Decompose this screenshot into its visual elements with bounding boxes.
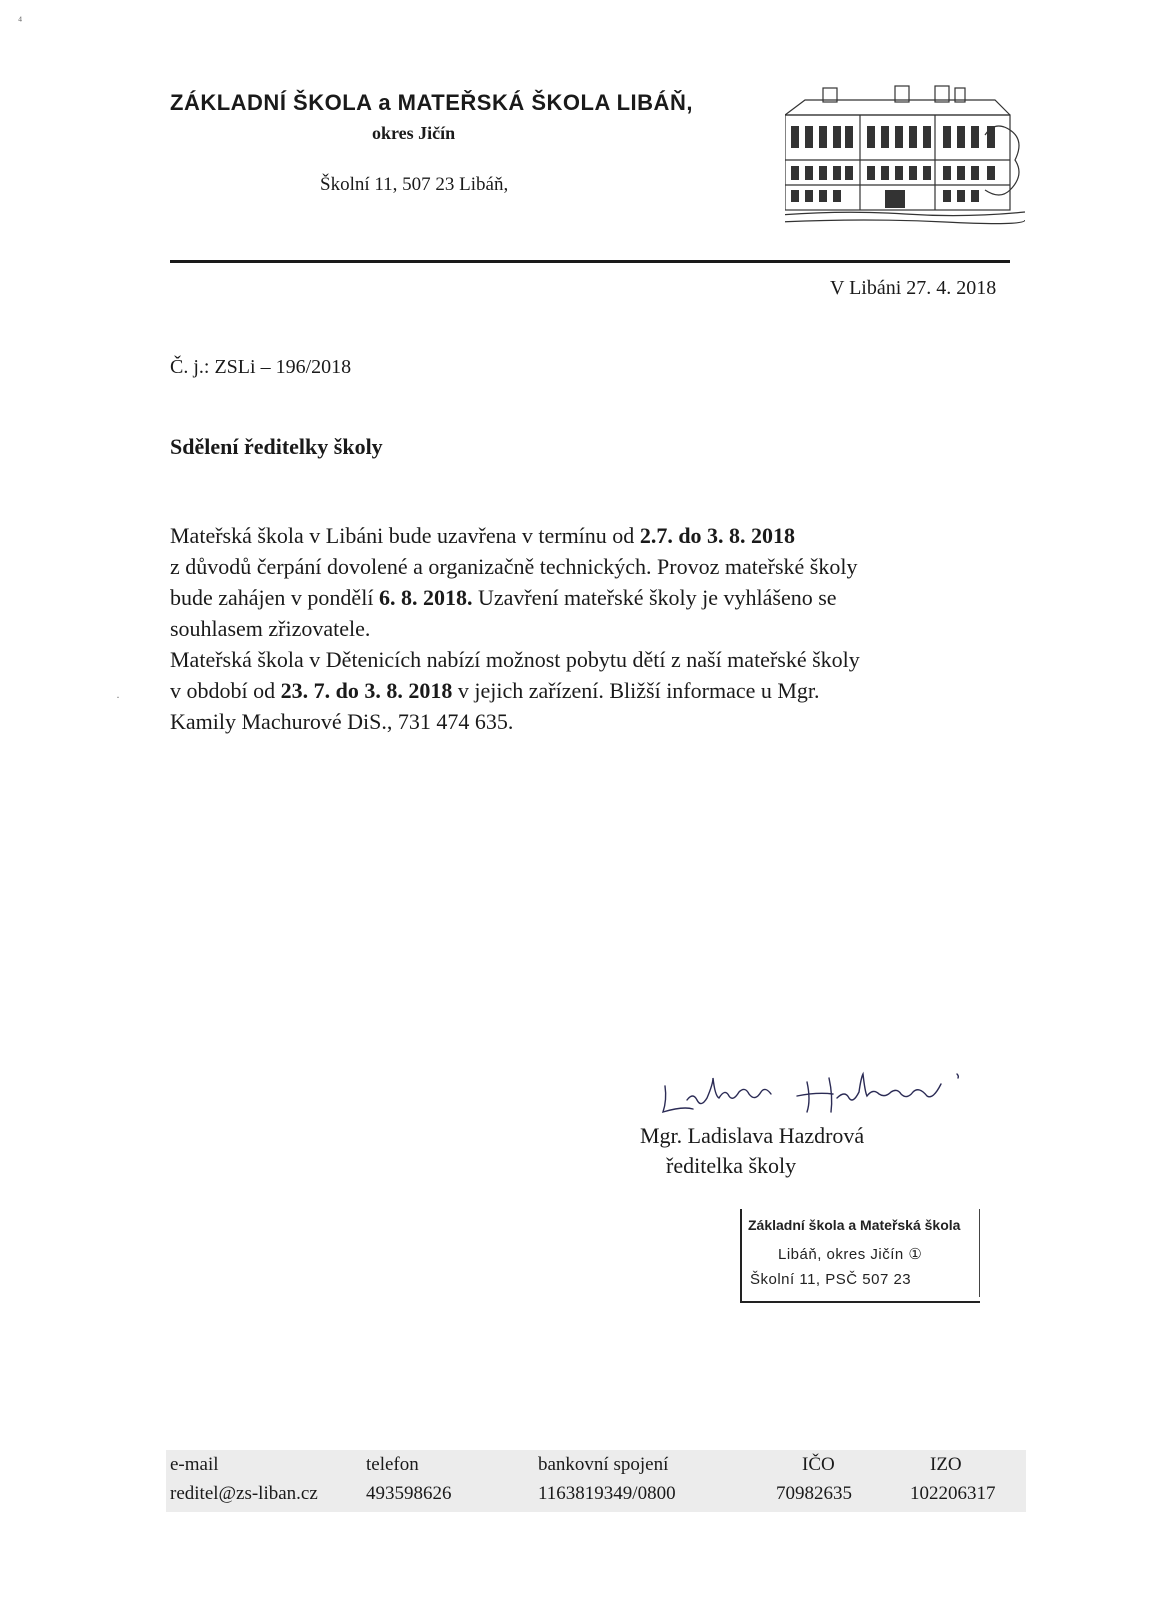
body-line: Mateřská škola v Libáni bude uzavřena v termínu od 2.7. do 3. 8. 2018 (170, 523, 796, 548)
letter-subject: Sdělení ředitelky školy (170, 434, 383, 459)
handwritten-signature (657, 1068, 977, 1128)
signer-role: ředitelka školy (666, 1153, 797, 1178)
body-line: souhlasem zřizovatele. (170, 616, 371, 641)
contact-footer (166, 1450, 1026, 1512)
paragraph-alternative (170, 644, 1022, 737)
scan-speck: · (116, 690, 120, 704)
stamp-line-2: Libáň, okres Jičín ① (778, 1246, 923, 1263)
body-line: z důvodů čerpání dovolené a organizačně technických. Provoz mateřské školy (170, 554, 858, 579)
letter-date: V Libáni 27. 4. 2018 (830, 277, 997, 299)
body-line: Kamily Machurové DiS., 731 474 635. (170, 709, 514, 734)
official-stamp (740, 1209, 980, 1303)
reference-number: Č. j.: ZSLi – 196/2018 (170, 356, 352, 378)
stamp-line-1: Základní škola a Mateřská škola (748, 1217, 961, 1233)
footer-bank: bankovní spojení 1163819349/0800 (538, 1454, 676, 1504)
body-line: bude zahájen v pondělí 6. 8. 2018. Uzavření mateřské školy je vyhlášeno se (170, 585, 837, 610)
scan-speck: ⁴ (18, 14, 23, 28)
footer-izo: IZO 102206317 (910, 1454, 996, 1504)
paragraph-closure (170, 520, 1022, 644)
header-rule (170, 260, 1010, 263)
body-line: Mateřská škola v Dětenicích nabízí možnost pobytu dětí z naší mateřské školy (170, 647, 860, 672)
school-district: okres Jičín (372, 123, 456, 143)
signer-name: Mgr. Ladislava Hazdrová (640, 1123, 865, 1148)
footer-phone: telefon 493598626 (366, 1454, 452, 1504)
letter-body (170, 520, 1022, 737)
footer-email: e-mail reditel@zs-liban.cz (170, 1454, 318, 1504)
stamp-line-3: Školní 11, PSČ 507 23 (750, 1271, 912, 1288)
footer-ico: IČO 70982635 (776, 1454, 852, 1504)
school-address: Školní 11, 507 23 Libáň, (320, 174, 509, 195)
school-name: ZÁKLADNÍ ŠKOLA a MATEŘSKÁ ŠKOLA LIBÁŇ, (170, 90, 693, 115)
school-building-drawing-icon (785, 60, 1025, 240)
body-line: v období od 23. 7. do 3. 8. 2018 v jejich zařízení. Bližší informace u Mgr. (170, 678, 820, 703)
